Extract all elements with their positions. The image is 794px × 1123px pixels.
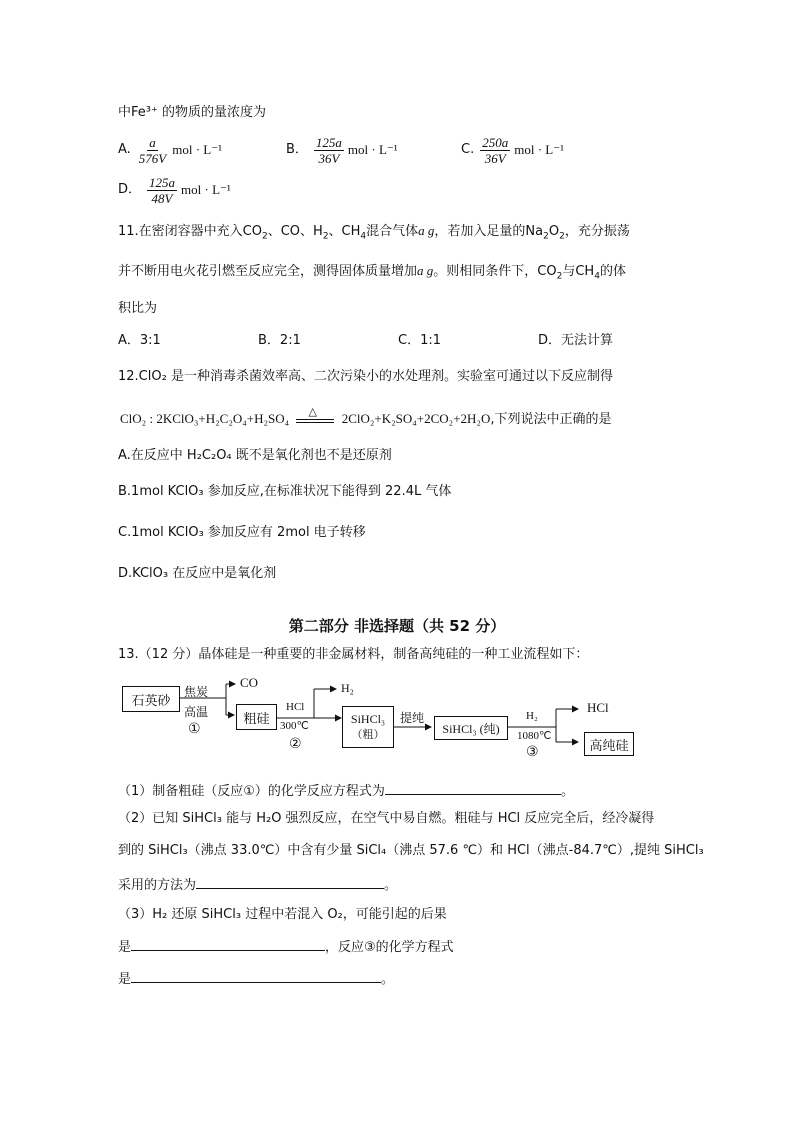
q11-text: ，若加入足量的Na [434,224,544,239]
section-title: 第二部分 非选择题（共 52 分） [288,617,506,635]
q11-line-2: 并不断用电火花引燃至反应完全，测得固体质量增加a g。则相同条件下，$CO_2$与$CH_4$的体 [118,263,626,282]
option-letter: A. [118,142,131,157]
q10-option-a [118,132,222,168]
numerator: a [149,134,156,150]
cond1-top: 焦炭 [184,685,209,699]
fraction [480,135,510,166]
sihcl3-crude-box [342,706,394,748]
q12-option-d: D.KClO₃ 在反应中是氧化剂 [118,566,277,581]
option-letter: C. [461,142,475,157]
q13-part-2-line-3 [118,874,397,895]
q13-part-3-line-1: （3）H₂ 还原 SiHCl₃ 过程中若混入 O₂，可能引起的后果 [118,907,447,922]
q11-option-c: C．1:1 [398,333,441,348]
sihcl3-pure-box: SiHCl₃ (纯) [434,716,508,740]
step-3-marker: ③ [526,744,539,760]
q13-part-2-line-2: 到的 SiHCl₃（沸点 33.0℃）中含有少量 SiCl₄（沸点 57.6 ℃）和 HCl（沸点-84.7℃）,提纯 SiHCl₃ [118,843,704,858]
answer-blank-3[interactable] [131,936,325,951]
punct: 。 [381,972,395,987]
h2-reagent: H₂ [526,710,538,722]
equation-products: 2ClO₂+K₂SO₄+2CO₂+2H₂O [341,411,491,426]
q12-equation [120,406,612,429]
unit: mol · L⁻¹ [514,142,564,157]
temp-300: 300℃ [280,720,309,732]
q12-question: ,下列说法中正确的是 [490,412,612,427]
heat-symbol: △ [308,406,317,419]
denominator: 48V [151,190,173,206]
q10-stem-tail: 中Fe³⁺ 的物质的量浓度为 [118,105,266,120]
q11-text: 11.在密闭容器中充入CO [118,224,262,239]
part-3-text: 是 [118,972,132,987]
q13-part-1 [118,780,574,801]
answer-blank-2[interactable] [196,874,384,889]
punct: 。 [384,878,398,893]
q11-text: ，充分振荡 [564,224,630,239]
q13-part-2-line-1: （2）已知 SiHCl₃ 能与 H₂O 强烈反应，在空气中易自燃。粗硅与 HCl 反应完全后，经冷凝得 [118,811,655,826]
option-letter: D． [118,182,142,197]
option-letter: B． [286,142,308,157]
q11-text: 、CO、H [267,224,323,239]
crude-si-box: 粗硅 [236,704,277,730]
q12-option-a: A.在反应中 H₂C₂O₄ 既不是氧化剂也不是还原剂 [118,448,392,463]
q12-line-1: 12.ClO₂ 是一种消毒杀菌效率高、二次污染小的水处理剂。实验室可通过以下反应制得 [118,369,613,384]
process-flowchart [118,672,648,764]
denominator: 36V [484,150,506,166]
q11-line-1: 11.在密闭容器中充入$CO_2$、CO、$H_2$、$CH_4$混合气体a g，若加入足量的$Na_2O_2$，充分振荡 [118,223,630,242]
crude-label: （粗） [351,728,385,741]
fraction [314,135,344,166]
mass-value: a g [417,263,434,278]
q12-option-b: B.1mol KClO₃ 参加反应,在标准状况下能得到 22.4L 气体 [118,484,452,499]
q11-text: 并不断用电火花引燃至反应完全，测得固体质量增加 [118,264,418,279]
answer-blank-1[interactable] [385,780,561,795]
hcl-product: HCl [587,700,609,715]
denominator: 576V [138,150,167,166]
hcl-reagent: HCl [286,701,305,713]
q12-option-c: C.1mol KClO₃ 参加反应有 2mol 电子转移 [118,525,366,540]
part-3-text: ，反应③的化学方程式 [325,940,454,955]
answer-blank-4[interactable] [131,968,381,983]
step-2-marker: ② [289,736,302,752]
unit: mol · L⁻¹ [181,182,231,197]
q11-line-3: 积比为 [118,301,158,316]
sihcl3-label: SiHCl₃ [350,712,386,726]
q10-option-d [118,172,231,208]
unit: mol · L⁻¹ [347,142,398,157]
q13-intro: 13.（12 分）晶体硅是一种重要的非金属材料，制备高纯硅的一种工业流程如下： [118,647,589,662]
mass-value: a g [418,223,435,238]
q11-option-b: B．2:1 [258,333,301,348]
denominator: 36V [318,150,340,166]
q11-text: CO [537,264,557,279]
fraction [147,175,177,206]
q11-text: 的体 [599,264,626,279]
quartz-box: 石英砂 [122,686,180,712]
part-1-text: （1）制备粗硅（反应①）的化学反应方程式为 [118,784,385,799]
h2-product: H₂ [341,681,354,695]
unit: mol · L⁻¹ [172,142,223,157]
q10-option-b [286,132,398,168]
fraction [137,135,168,166]
numerator: 125a [149,174,176,190]
q11-option-d: D．无法计算 [538,333,614,348]
high-purity-si-box: 高纯硅 [584,732,634,756]
numerator: 125a [315,134,342,150]
q11-text: 、CH [328,224,361,239]
temp-1080: 1080℃ [517,730,552,742]
q11-text: 混合气体 [366,224,419,239]
q11-text: CH [575,264,595,279]
part-2-text: 采用的方法为 [118,878,197,893]
cond1-bottom: 高温 [184,705,209,719]
q13-part-3-line-2 [118,936,454,957]
punct: 。 [560,784,574,799]
purify-label: 提纯 [400,711,425,725]
q11-text: 与 [562,264,576,279]
q11-text: 。则相同条件下， [433,264,538,279]
part-3-text: 是 [118,940,132,955]
q10-option-c [461,132,564,168]
reaction-arrow [296,406,334,423]
numerator: 250a [482,134,509,150]
q13-part-3-line-3 [118,968,394,989]
equation-reactants: ClO₂ : 2KClO₃+H₂C₂O₄+H₂SO₄ [120,411,290,426]
co-product: CO [240,675,259,690]
q11-option-a: A．3:1 [118,333,161,348]
step-1-marker: ① [188,721,201,737]
